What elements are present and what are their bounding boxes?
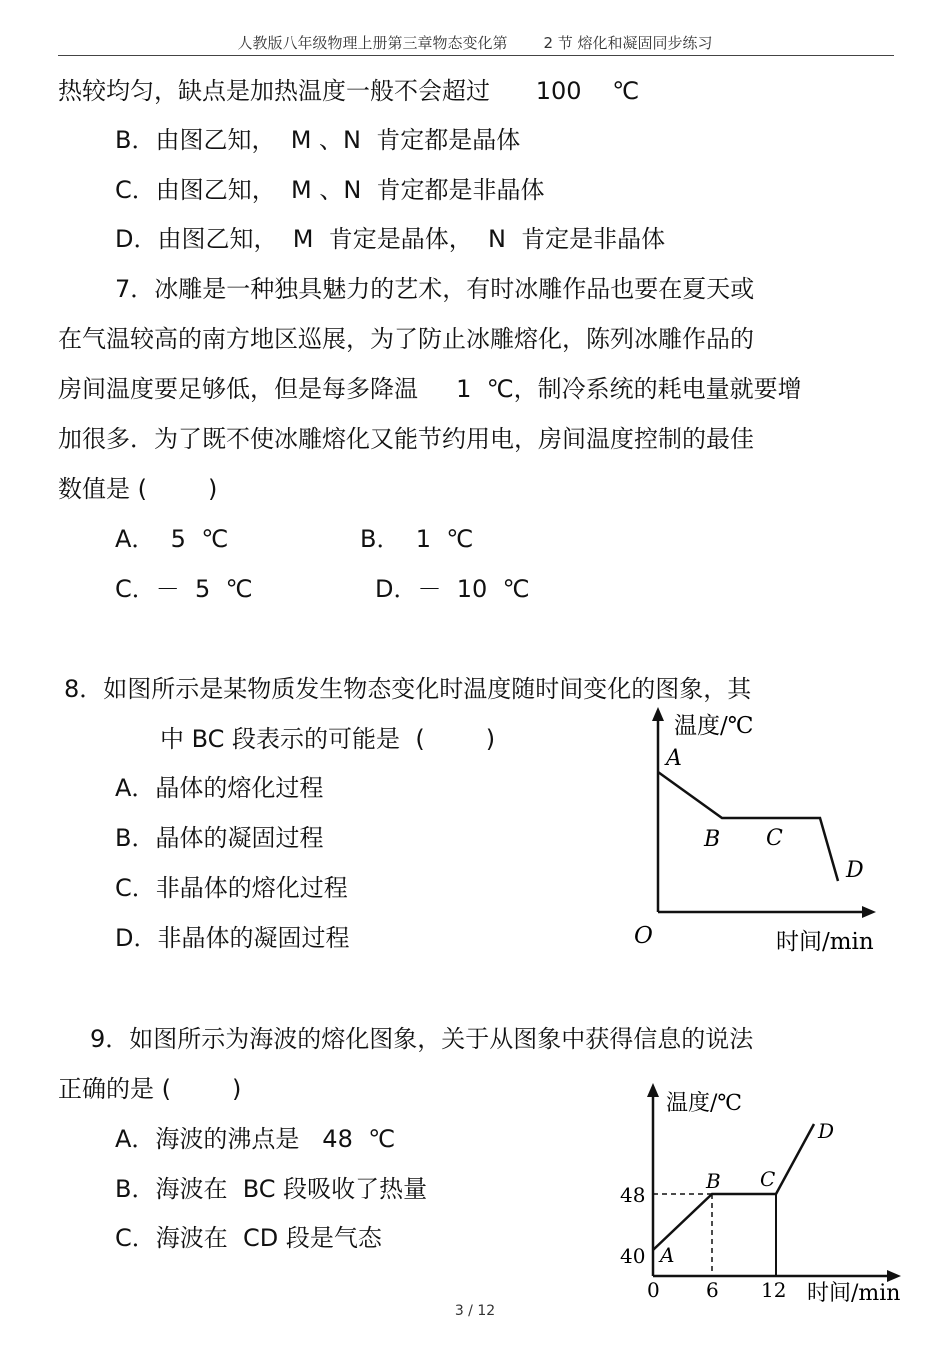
question-7-line: 数值是 ( ) (58, 475, 218, 503)
y-axis-arrow (647, 1083, 659, 1097)
y-axis-arrow (652, 707, 664, 721)
question-7-line: 加很多．为了既不使冰雕熔化又能节约用电，房间温度控制的最佳 (58, 425, 754, 453)
question-9-line: 9．如图所示为海波的熔化图象，关于从图象中获得信息的说法 (90, 1025, 754, 1053)
origin-label: O (634, 923, 653, 949)
x-tick-label: 12 (761, 1278, 787, 1302)
y-tick-label: 48 (620, 1183, 646, 1207)
point-b-label: B (704, 827, 721, 852)
y-tick-label: 40 (620, 1244, 646, 1268)
origin-label: 0 (647, 1278, 660, 1302)
q8-option-c: C．非晶体的熔化过程 (115, 874, 348, 902)
q9-option-a: A．海波的沸点是 48 ℃ (115, 1125, 396, 1153)
option-c: C．由图乙知， M 、N 肯定都是非晶体 (115, 176, 545, 204)
q7-option-c: C．－ 5 ℃ (115, 575, 253, 603)
point-b-label: B (706, 1169, 721, 1193)
temperature-curve (658, 772, 838, 881)
point-a-label: A (666, 746, 682, 771)
point-d-label: D (846, 858, 864, 883)
header-right: 2 节 熔化和凝固同步练习 (543, 34, 713, 52)
q7-option-d: D．－ 10 ℃ (375, 575, 530, 603)
point-d-label: D (818, 1119, 835, 1143)
point-a-label: A (660, 1243, 675, 1267)
x-axis-arrow (862, 906, 876, 918)
question-8-line: 中 BC 段表示的可能是 ( ) (160, 725, 496, 753)
temperature-curve (653, 1124, 814, 1250)
header-rule (58, 55, 894, 56)
point-c-label: C (760, 1167, 776, 1191)
q8-option-b: B．晶体的凝固过程 (115, 824, 324, 852)
graph-8 (620, 705, 910, 965)
text-line: 热较均匀，缺点是加热温度一般不会超过 100 ℃ (58, 77, 640, 105)
q9-option-c: C．海波在 CD 段是气态 (115, 1224, 382, 1252)
q8-option-d: D．非晶体的凝固过程 (115, 924, 350, 952)
question-7-line: 在气温较高的南方地区巡展，为了防止冰雕熔化，陈列冰雕作品的 (58, 325, 754, 353)
y-axis-label: 温度/℃ (666, 1091, 743, 1116)
question-7-line: 7．冰雕是一种独具魅力的艺术，有时冰雕作品也要在夏天或 (115, 275, 755, 303)
graph-9 (610, 1080, 920, 1305)
option-b: B．由图乙知， M 、N 肯定都是晶体 (115, 126, 521, 154)
x-axis-label: 时间/min (776, 929, 874, 955)
question-7-line: 房间温度要足够低，但是每多降温 1 ℃，制冷系统的耗电量就要增 (58, 375, 802, 403)
y-axis-label: 温度/℃ (674, 713, 754, 739)
x-axis-label: 时间/min (807, 1281, 901, 1305)
x-tick-label: 6 (706, 1278, 719, 1302)
q7-option-a: A． 5 ℃ (115, 525, 229, 553)
page-number: 3 / 12 (454, 1303, 496, 1319)
q9-option-b: B．海波在 BC 段吸收了热量 (115, 1175, 428, 1203)
page-header (0, 32, 950, 53)
question-8-line: 8．如图所示是某物质发生物态变化时温度随时间变化的图象，其 (64, 675, 752, 703)
q7-option-b: B． 1 ℃ (360, 525, 474, 553)
header-left: 人教版八年级物理上册第三章物态变化第 (237, 34, 508, 52)
q8-option-a: A．晶体的熔化过程 (115, 774, 324, 802)
option-d: D．由图乙知， M 肯定是晶体， N 肯定是非晶体 (115, 225, 666, 253)
point-c-label: C (766, 826, 783, 851)
question-9-line: 正确的是 ( ) (58, 1075, 242, 1103)
